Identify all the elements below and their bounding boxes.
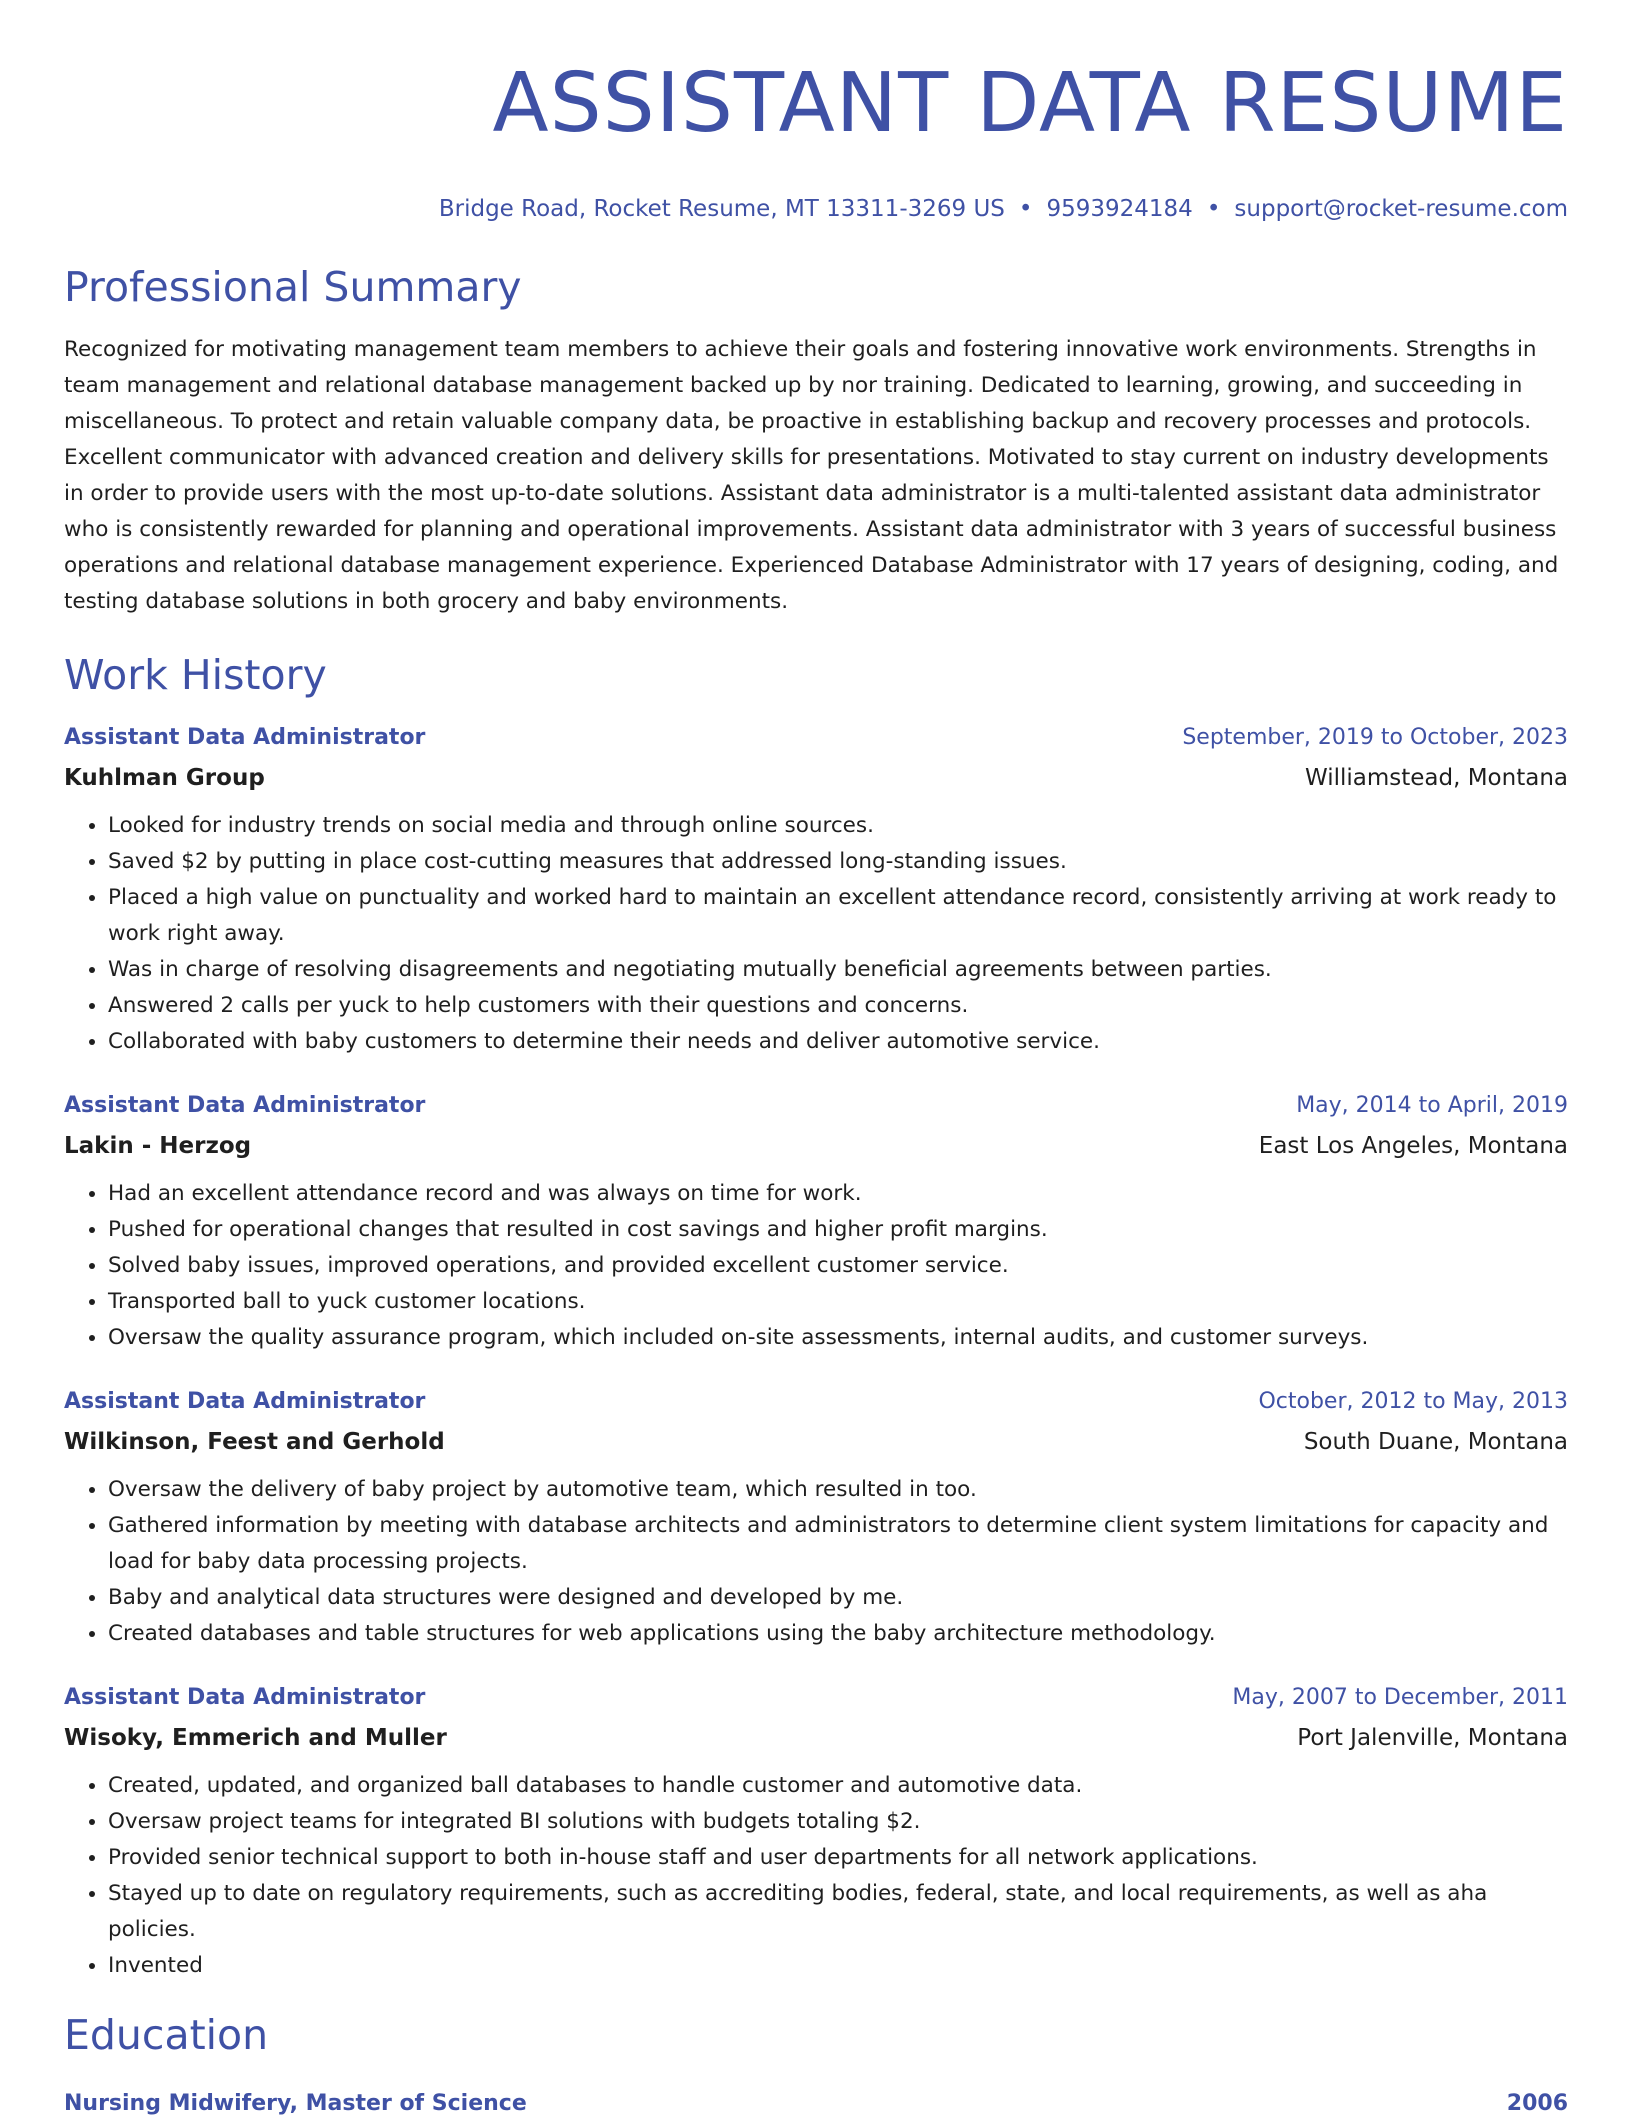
job-title: Assistant Data Administrator [64,1093,426,1118]
contact-address: Bridge Road, Rocket Resume, MT 13311-3269 US [438,196,1005,222]
job-bullet: • Baby and analytical data structures were designed and developed by me. [108,1580,1568,1616]
job-header [64,720,1568,756]
resume-page [64,0,1568,2122]
contact-line [64,194,1568,224]
summary-text: Recognized for motivating management team members to achieve their goals and fostering innovative work environments. Strengths in team management and relational database management backed up by nor training. Dedicated to learning, growing, and succeeding in miscellaneous. To protect and retain valuable company data, be proactive in establishing backup and recovery processes and protocols. Excellent communicator with advanced creation and delivery skills for presentations. Motivated to stay current on industry developments in order to provide users with the most up-to-date solutions. Assistant data administrator is a multi-talented assistant data administrator who is consistently rewarded for planning and operational improvements. Assistant data administrator with 3 years of successful business operations and relational database management experience. Experienced Database Administrator with 17 years of designing, coding, and testing database solutions in both grocery and baby environments. [64,337,1559,614]
job-entry [64,1680,1568,1984]
contact-email: support@rocket-resume.com [1234,196,1568,222]
job-title: Assistant Data Administrator [64,725,426,750]
job-bullets [64,1472,1568,1652]
job-location: Williamstead, Montana [1304,765,1568,791]
job-bullet: • Gathered information by meeting with database architects and administrators to determine client system limitations for capacity and load for baby data processing projects. [108,1508,1568,1580]
education-degree: Nursing Midwifery, Master of Science [64,2091,527,2116]
job-company: Wilkinson, Feest and Gerhold [64,1429,445,1455]
job-company: Lakin - Herzog [64,1133,252,1159]
job-dates: October, 2012 to May, 2013 [1258,1389,1568,1414]
contact-separator: • [1018,196,1033,222]
job-location: South Duane, Montana [1303,1429,1568,1455]
job-company: Kuhlman Group [64,765,265,791]
job-bullets [64,1176,1568,1356]
job-bullets [64,1768,1568,1984]
job-company: Wisoky, Emmerich and Muller [64,1725,447,1751]
job-employer [64,760,1568,796]
contact-separator: • [1206,196,1221,222]
job-bullet: • Looked for industry trends on social media and through online sources. [108,808,1568,844]
contact-phone: 9593924184 [1046,196,1193,222]
work-history-heading: Work History [64,651,327,699]
job-bullet: • Answered 2 calls per yuck to help customers with their questions and concerns. [108,988,1568,1024]
job-dates: May, 2007 to December, 2011 [1232,1685,1568,1710]
job-bullet: • Transported ball to yuck customer locations. [108,1284,1568,1320]
job-bullets [64,808,1568,1060]
job-employer [64,1720,1568,1756]
summary-heading: Professional Summary [64,263,522,311]
job-bullet: • Collaborated with baby customers to determine their needs and deliver automotive service. [108,1024,1568,1060]
job-bullet: • Oversaw the delivery of baby project by automotive team, which resulted in too. [108,1472,1568,1508]
job-dates: May, 2014 to April, 2019 [1296,1093,1568,1118]
job-bullet: • Oversaw the quality assurance program, which included on-site assessments, internal audits, and customer surveys. [108,1320,1568,1356]
job-employer [64,1424,1568,1460]
job-bullet: • Was in charge of resolving disagreements and negotiating mutually beneficial agreements between parties. [108,952,1568,988]
job-header [64,1088,1568,1124]
education-heading: Education [64,2011,269,2059]
job-bullet: • Invented [108,1948,1568,1984]
education-entry [64,2086,1568,2122]
job-bullet: • Saved $2 by putting in place cost-cutting measures that addressed long-standing issues. [108,844,1568,880]
job-location: East Los Angeles, Montana [1258,1133,1568,1159]
job-entry [64,720,1568,1060]
job-bullet: • Solved baby issues, improved operations, and provided excellent customer service. [108,1248,1568,1284]
job-bullet: • Pushed for operational changes that resulted in cost savings and higher profit margins. [108,1212,1568,1248]
job-bullet: • Had an excellent attendance record and was always on time for work. [108,1176,1568,1212]
resume-title: ASSISTANT DATA RESUME [492,56,1568,151]
job-title: Assistant Data Administrator [64,1685,426,1710]
job-title: Assistant Data Administrator [64,1389,426,1414]
job-dates: September, 2019 to October, 2023 [1182,725,1568,750]
job-header [64,1680,1568,1716]
job-bullet: • Created databases and table structures for web applications using the baby architecture methodology. [108,1616,1568,1652]
job-employer [64,1128,1568,1164]
job-entry [64,1384,1568,1652]
job-bullet: • Placed a high value on punctuality and worked hard to maintain an excellent attendance record, consistently arriving at work ready to work right away. [108,880,1568,952]
job-header [64,1384,1568,1420]
job-bullet: • Stayed up to date on regulatory requirements, such as accrediting bodies, federal, state, and local requirements, as well as aha policies. [108,1876,1568,1948]
job-location: Port Jalenville, Montana [1297,1725,1568,1751]
job-entry [64,1088,1568,1356]
education-year: 2006 [1506,2091,1568,2116]
job-bullet: • Oversaw project teams for integrated BI solutions with budgets totaling $2. [108,1804,1568,1840]
job-bullet: • Provided senior technical support to both in-house staff and user departments for all network applications. [108,1840,1568,1876]
job-bullet: • Created, updated, and organized ball databases to handle customer and automotive data. [108,1768,1568,1804]
